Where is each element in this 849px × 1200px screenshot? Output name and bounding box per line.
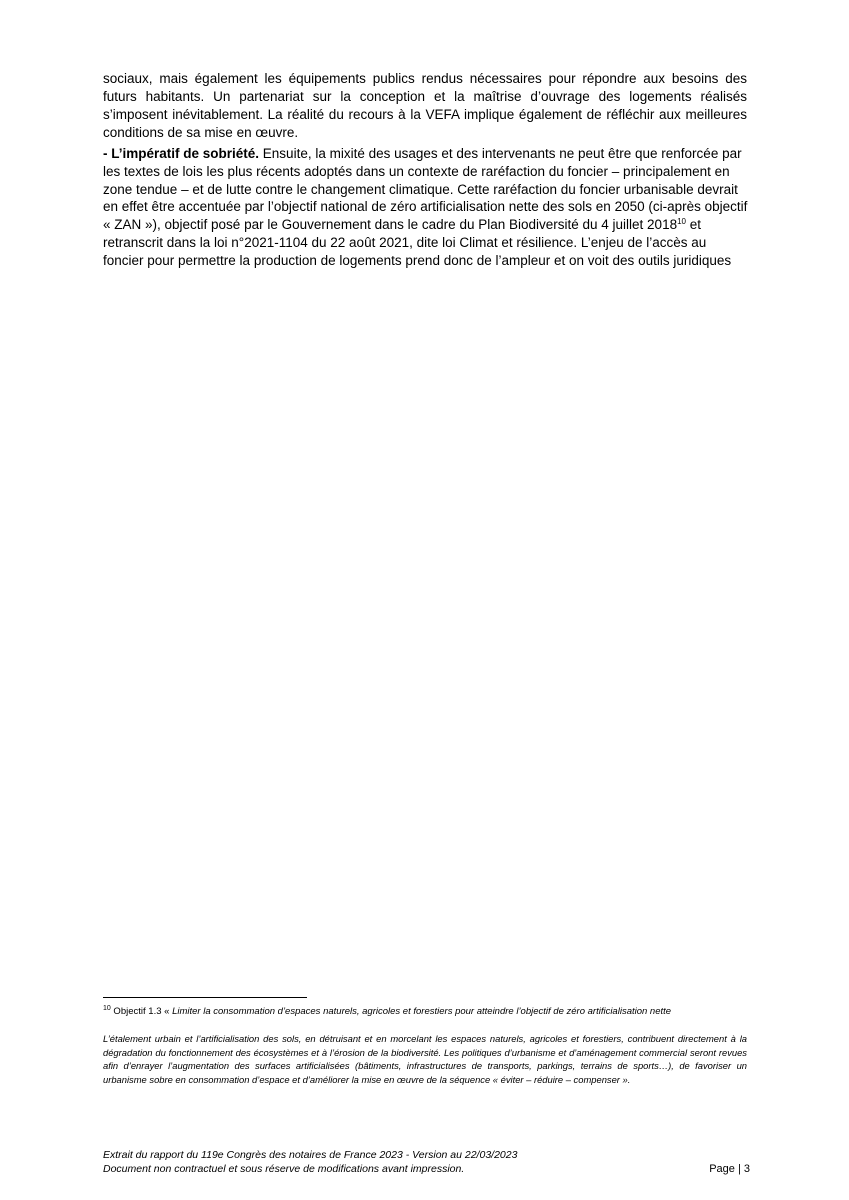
body-paragraph-2 — [103, 145, 749, 270]
footer-line-2: Document non contractuel et sous réserve de modifications avant impression. — [103, 1163, 465, 1175]
footnote-detail: L’étalement urbain et l’artificialisation des sols, en détruisant et en morcelant les espaces naturels, agricoles et forestiers, contribuent directement à la dégradation du fonctionnement des écosystèmes et à l’érosion de la biodiversité. Les politiques d’urbanisme et d’aménagement commercial seront revues afin d’enrayer l’augmentation des surfaces artificialisées (bâtiments, infrastructures de transports, parkings, terrains de sports…), de favoriser un urbanisme sobre en consommation d’espace et d’améliorer la mise en œuvre de la séquence « éviter – réduire – compenser ». — [103, 1033, 747, 1085]
footer-line-1: Extrait du rapport du 119e Congrès des notaires de France 2023 - Version au 22/03/2023 — [103, 1149, 518, 1161]
footnote-line — [103, 1005, 763, 1018]
paragraph-text-after-ref: et retranscrit dans la loi n°2021-1104 du 22 août 2021, dite loi Climat et résilience. L’enjeu de l’accès au foncier pour permettre la production de logements prend donc de l’ampleur et on voit des outils juridiques — [103, 217, 732, 268]
footnote-quote: Limiter la consommation d’espaces naturels, agricoles et forestiers pour atteindre l’objectif de zéro artificialisation nette — [172, 1006, 672, 1017]
footnote-reference[interactable]: 10 — [677, 217, 686, 227]
footnote-number: 10 — [103, 1005, 111, 1012]
paragraph-text-before-ref: Ensuite, la mixité des usages et des intervenants ne peut être que renforcée par les textes de lois les plus récents adoptés dans un contexte de raréfaction du foncier – principalement en zone tendue – et de lutte contre le changement climatique. Cette raréfaction du foncier urbanisable devrait en effet être accentuée par l’objectif national de zéro artificialisation nette des sols en 2050 (ci-après objectif « ZAN »), objectif posé par le Gouvernement dans le cadre du Plan Biodiversité du 4 juillet 2018 — [103, 146, 748, 233]
page-footer — [103, 1148, 749, 1176]
body-paragraph-1: sociaux, mais également les équipements publics rendus nécessaires pour répondre aux besoins des futurs habitants. Un partenariat sur la conception et la maîtrise d’ouvrage des logements réalisés s’imposent inévitablement. La réalité du recours à la VEFA implique également de réfléchir aux meilleures conditions de sa mise en œuvre. — [103, 71, 747, 140]
page-number: Page | 3 — [709, 1163, 750, 1175]
section-heading: - L’impératif de sobriété. — [103, 146, 260, 161]
footnote-separator — [103, 997, 307, 998]
footnote-lead: Objectif 1.3 « — [110, 1006, 173, 1017]
